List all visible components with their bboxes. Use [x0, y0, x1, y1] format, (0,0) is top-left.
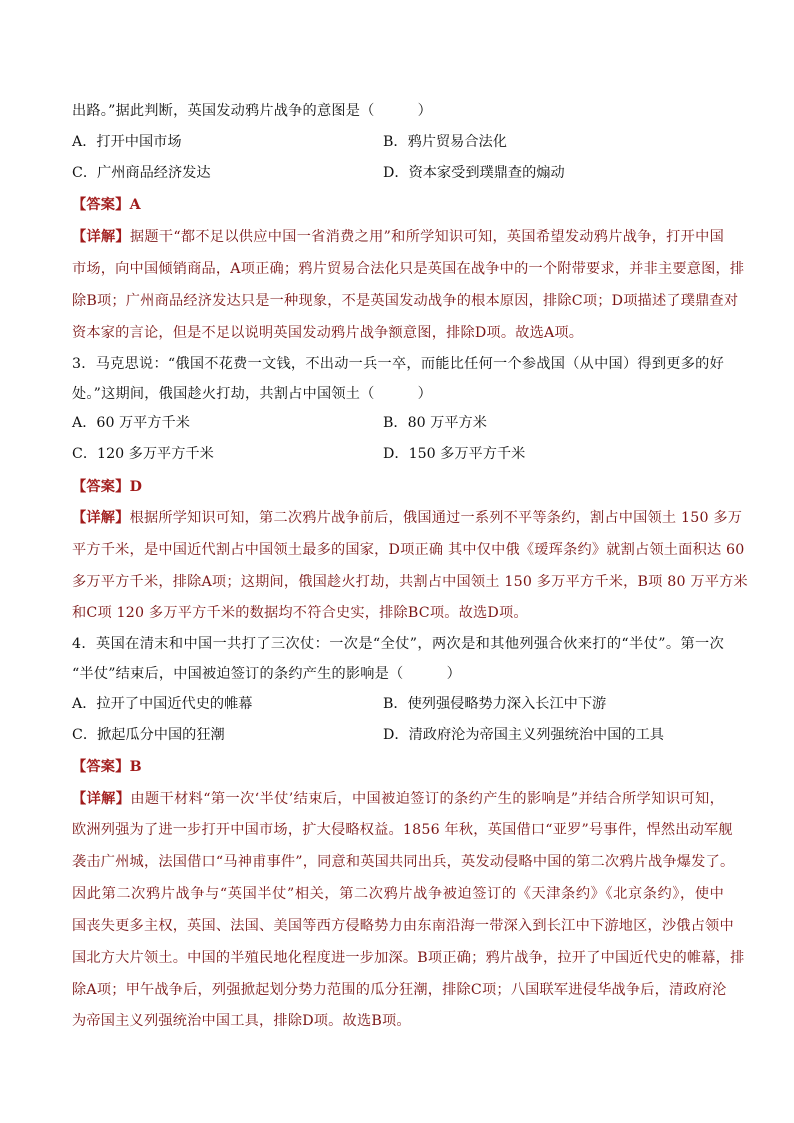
q4-explanation-line-4: 因此第二次鸦片战争与“英国半仗”相关，第二次鸦片战争被迫签订的《天津条约》《北京条约》，使中 [72, 886, 724, 902]
q4-answer [72, 757, 142, 777]
q3-option-c: C．120 多万平方千米 [72, 446, 214, 462]
question-4-line-1: 4．英国在清末和中国一共打了三次仗：一次是“全仗”，两次是和其他列强合伙来打的“半仗”。第一次 [72, 636, 724, 652]
answer-value: D [129, 479, 143, 495]
q3-explanation-line-1: 【详解】根据所学知识可知，第二次鸦片战争前后，俄国通过一系列不平等条约，割占中国领土 150 多万 [72, 510, 743, 526]
q2-explanation-line-4: 资本家的言论，但是不足以说明英国发动鸦片战争额意图，排除D项。故选A项。 [72, 325, 584, 341]
question-3-line-1: 3．马克思说：“俄国不花费一文钱，不出动一兵一卒，而能比任何一个参战国（从中国）得到更多的好 [72, 356, 724, 372]
explanation-label: 【详解】 [72, 229, 130, 245]
explanation-label: 【详解】 [72, 510, 130, 526]
q4-option-b: B．使列强侵略势力深入长江中下游 [383, 696, 607, 712]
q3-option-d: D．150 多万平方千米 [383, 446, 526, 462]
q2-answer [72, 195, 141, 215]
question-2-tail: 出路。”据此判断，英国发动鸦片战争的意图是（ ） [72, 103, 433, 119]
q4-explanation-line-3: 袭击广州城，法国借口“马神甫事件”，同意和英国共同出兵，英发动侵略中国的第二次鸦片战争爆发了。 [72, 854, 735, 870]
q4-explanation-line-7: 除A项；甲午战争后，列强掀起划分势力范围的瓜分狂潮，排除C项；八国联军进侵华战争后，清政府沦 [72, 982, 727, 998]
q2-option-a: A．打开中国市场 [72, 134, 182, 150]
q2-explanation-line-2: 市场，向中国倾销商品，A项正确；鸦片贸易合法化只是英国在战争中的一个附带要求，并非主要意图，排 [72, 261, 745, 277]
q4-explanation-line-2: 欧洲列强为了进一步打开中国市场，扩大侵略权益。1856 年秋，英国借口“亚罗”号事件，悍然出动军舰 [72, 822, 733, 838]
answer-label: 【答案】 [72, 759, 130, 775]
q3-option-a: A．60 万平方千米 [72, 415, 190, 431]
q4-explanation-line-6: 国北方大片领土。中国的半殖民地化程度进一步加深。B项正确；鸦片战争，拉开了中国近代史的帷幕，排 [72, 950, 745, 966]
question-3-line-2: 处。”这期间，俄国趁火打劫，共割占中国领土（ ） [72, 386, 433, 402]
q4-option-c: C．掀起瓜分中国的狂潮 [72, 727, 225, 743]
answer-label: 【答案】 [72, 479, 130, 495]
q3-answer [72, 477, 142, 497]
q3-explanation-line-4: 和C项 120 多万平方千米的数据均不符合史实，排除BC项。故选D项。 [72, 605, 528, 621]
q2-explanation-line-1: 【详解】据题干“都不足以供应中国一省消费之用”和所学知识可知，英国希望发动鸦片战争，打开中国 [72, 229, 724, 245]
q3-explanation-line-2: 平方千米，是中国近代割占中国领土最多的国家，D项正确 其中仅中俄《瑷珲条约》就割占领土面积达 60 [72, 542, 745, 558]
q4-explanation-line-5: 国丧失更多主权，英国、法国、美国等西方侵略势力由东南沿海一带深入到长江中下游地区，沙俄占领中 [72, 918, 734, 934]
q3-explanation-line-3: 多万平方千米，排除A项；这期间，俄国趁火打劫，共割占中国领土 150 多万平方千米，B项 80 万平方米 [72, 574, 748, 590]
q4-option-d: D．清政府沦为帝国主义列强统治中国的工具 [383, 727, 664, 743]
explanation-label: 【详解】 [72, 791, 131, 807]
answer-label: 【答案】 [72, 197, 130, 213]
q4-explanation-line-8: 为帝国主义列强统治中国工具，排除D项。故选B项。 [72, 1013, 411, 1029]
answer-value: B [129, 759, 142, 775]
q4-option-a: A．拉开了中国近代史的帷幕 [72, 696, 253, 712]
q4-explanation-line-1: 【详解】由题干材料“第一次‘半仗’结束后，中国被迫签订的条约产生的影响是”并结合所学知识可知， [72, 791, 724, 807]
q2-explanation-line-3: 除B项；广州商品经济发达只是一种现象，不是英国发动战争的根本原因，排除C项；D项描述了璞鼎查对 [72, 293, 739, 309]
q3-option-b: B．80 万平方米 [383, 415, 487, 431]
q2-option-c: C．广州商品经济发达 [72, 165, 211, 181]
q2-option-d: D．资本家受到璞鼎查的煽动 [383, 165, 565, 181]
answer-value: A [129, 197, 141, 213]
question-4-line-2: “半仗”结束后，中国被迫签订的条约产生的影响是（ ） [72, 666, 461, 682]
q2-option-b: B．鸦片贸易合法化 [383, 134, 507, 150]
